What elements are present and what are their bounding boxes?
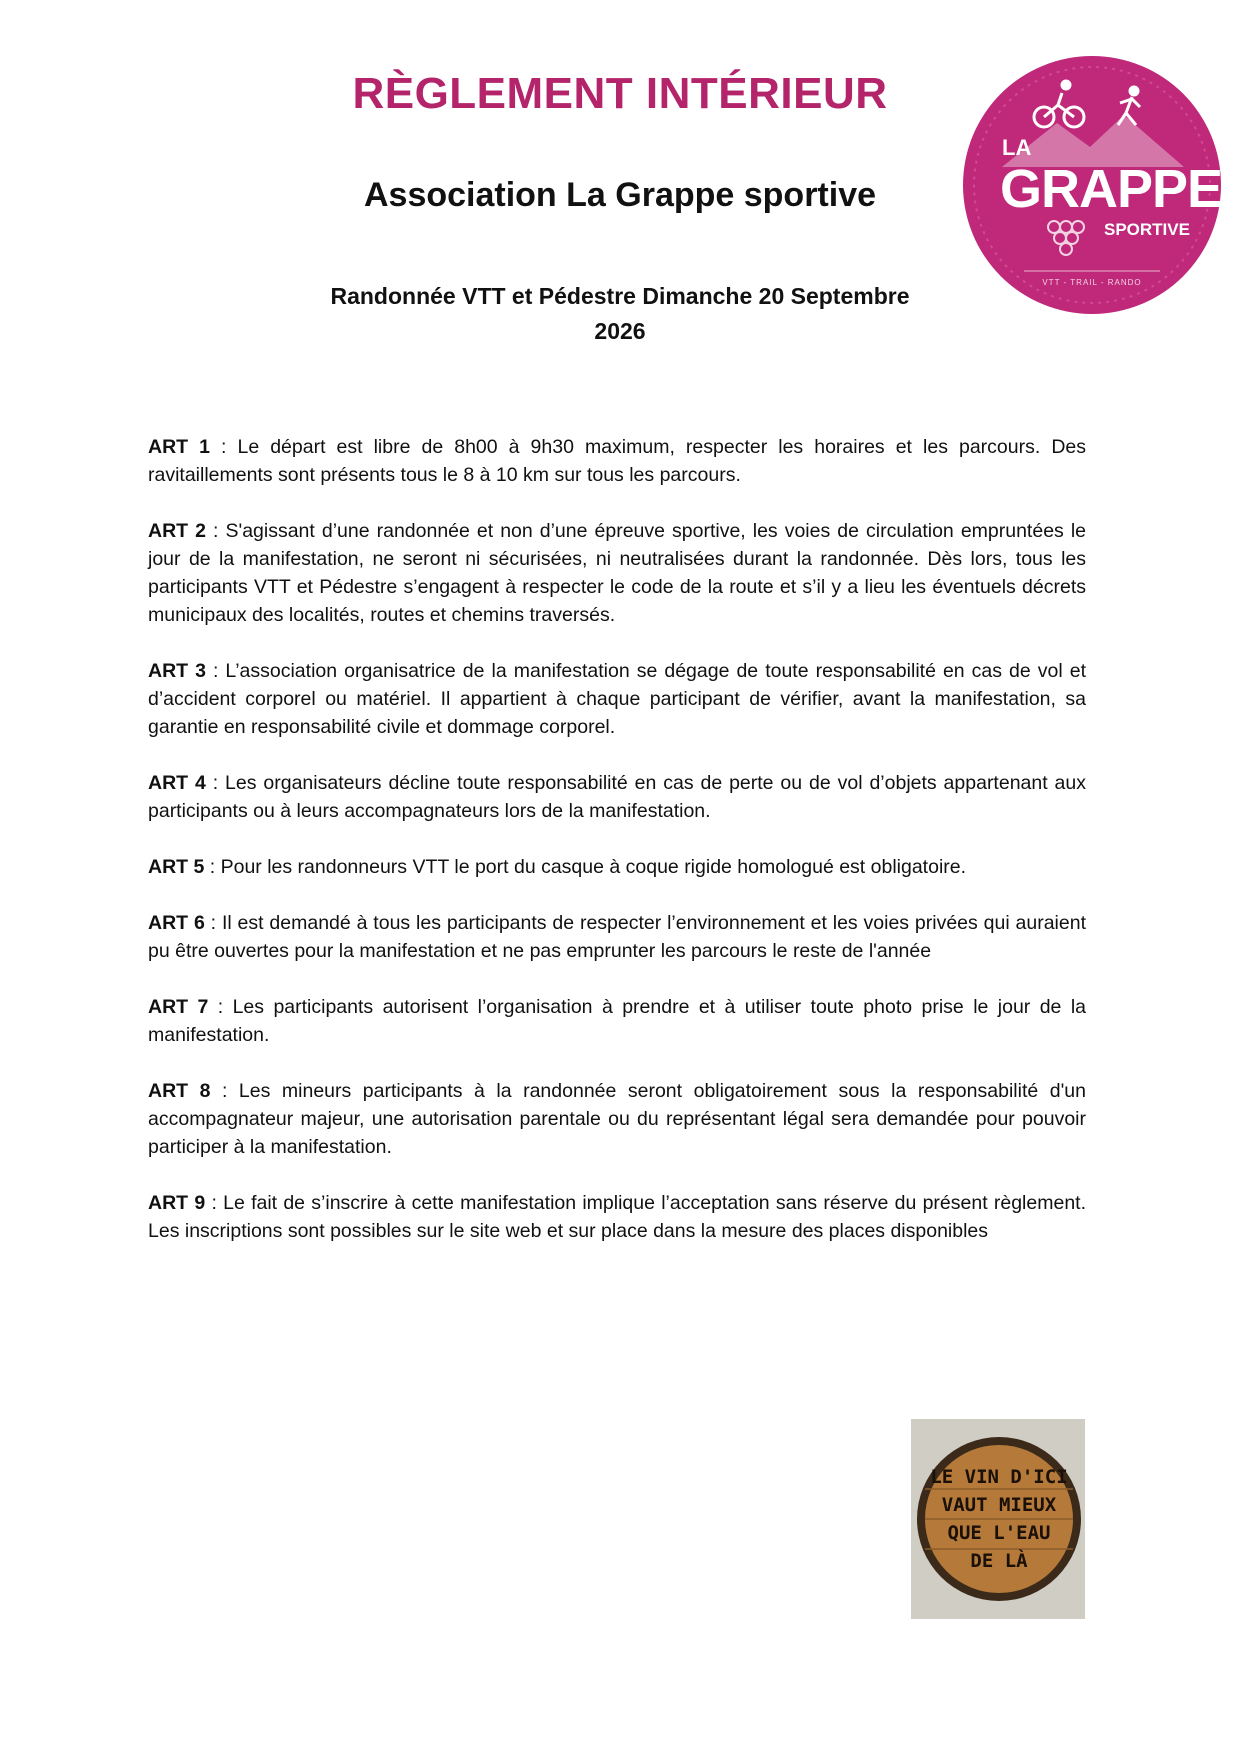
article-8-label: ART 8 [148, 1080, 211, 1102]
article-5-label: ART 5 [148, 856, 205, 878]
logo-text-grappe: GRAPPE [1000, 159, 1222, 219]
barrel-text-line-3: QUE L'EAU [947, 1522, 1051, 1544]
wine-barrel-image [911, 1419, 1085, 1619]
article-6-text: : Il est demandé à tous les participants de respecter l’environnement et les voies privées qui auraient pu être ouvertes pour la manifestation et ne pas emprunter les parcours le reste de l'année [148, 912, 1086, 962]
event-title-line-1: Randonnée VTT et Pédestre Dimanche 20 Septembre [330, 283, 910, 309]
article-3-label: ART 3 [148, 660, 206, 682]
article-8-text: : Les mineurs participants à la randonnée seront obligatoirement sous la responsabilité d'un accompagnateur majeur, une autorisation parentale ou du représentant légal sera demandée pour pouvoir participer à la manifestation. [148, 1080, 1086, 1158]
article-7-label: ART 7 [148, 996, 209, 1018]
event-title-line-2: 2026 [594, 318, 646, 344]
article-2 [148, 517, 1086, 629]
article-9 [148, 1189, 1086, 1245]
articles-list [148, 433, 1086, 1273]
logo-tagline: VTT - TRAIL - RANDO [1042, 278, 1142, 287]
event-title [290, 279, 950, 349]
article-4-label: ART 4 [148, 772, 206, 794]
association-logo [962, 55, 1222, 315]
barrel-text-line-4: DE LÀ [970, 1550, 1028, 1572]
article-7 [148, 993, 1086, 1049]
article-9-text: : Le fait de s’inscrire à cette manifestation implique l’acceptation sans réserve du présent règlement. Les inscriptions sont possibles sur le site web et sur place dans la mesure des places disponibles [148, 1192, 1086, 1242]
article-1-label: ART 1 [148, 436, 210, 458]
article-1 [148, 433, 1086, 489]
document-title: RÈGLEMENT INTÉRIEUR [352, 69, 888, 118]
article-3 [148, 657, 1086, 741]
article-1-text: : Le départ est libre de 8h00 à 9h30 maximum, respecter les horaires et les parcours. Des ravitaillements sont présents tous le 8 à 10 km sur tous les parcours. [148, 436, 1086, 486]
article-4 [148, 769, 1086, 825]
article-4-text: : Les organisateurs décline toute responsabilité en cas de perte ou de vol d’objets appartenant aux participants ou à leurs accompagnateurs lors de la manifestation. [148, 772, 1086, 822]
article-6-label: ART 6 [148, 912, 205, 934]
article-3-text: : L’association organisatrice de la manifestation se dégage de toute responsabilité en cas de vol et d’accident corporel ou matériel. Il appartient à chaque participant de vérifier, avant la manifestation, sa garantie en responsabilité civile et dommage corporel. [148, 660, 1086, 738]
article-5 [148, 853, 1086, 881]
article-5-text: : Pour les randonneurs VTT le port du casque à coque rigide homologué est obligatoire. [204, 856, 967, 878]
article-2-label: ART 2 [148, 520, 206, 542]
logo-text-sportive: SPORTIVE [1104, 220, 1190, 239]
article-9-label: ART 9 [148, 1192, 206, 1214]
barrel-text-line-1: LE VIN D'ICI [930, 1466, 1068, 1488]
barrel-text-line-2: VAUT MIEUX [941, 1494, 1057, 1516]
association-name: Association La Grappe sportive [363, 176, 877, 214]
article-2-text: : S'agissant d’une randonnée et non d’une épreuve sportive, les voies de circulation empruntées le jour de la manifestation, ne seront ni sécurisées, ni neutralisées durant la randonnée. Dès lors, tous les participants VTT et Pédestre s’engagent à respecter le code de la route et s’il y a lieu les éventuels décrets municipaux des localités, routes et chemins traversés. [148, 520, 1087, 626]
logo-text-la: LA [1002, 135, 1032, 160]
article-6 [148, 909, 1086, 965]
article-8 [148, 1077, 1086, 1161]
article-7-text: : Les participants autorisent l’organisation à prendre et à utiliser toute photo prise le jour de la manifestation. [148, 996, 1086, 1046]
